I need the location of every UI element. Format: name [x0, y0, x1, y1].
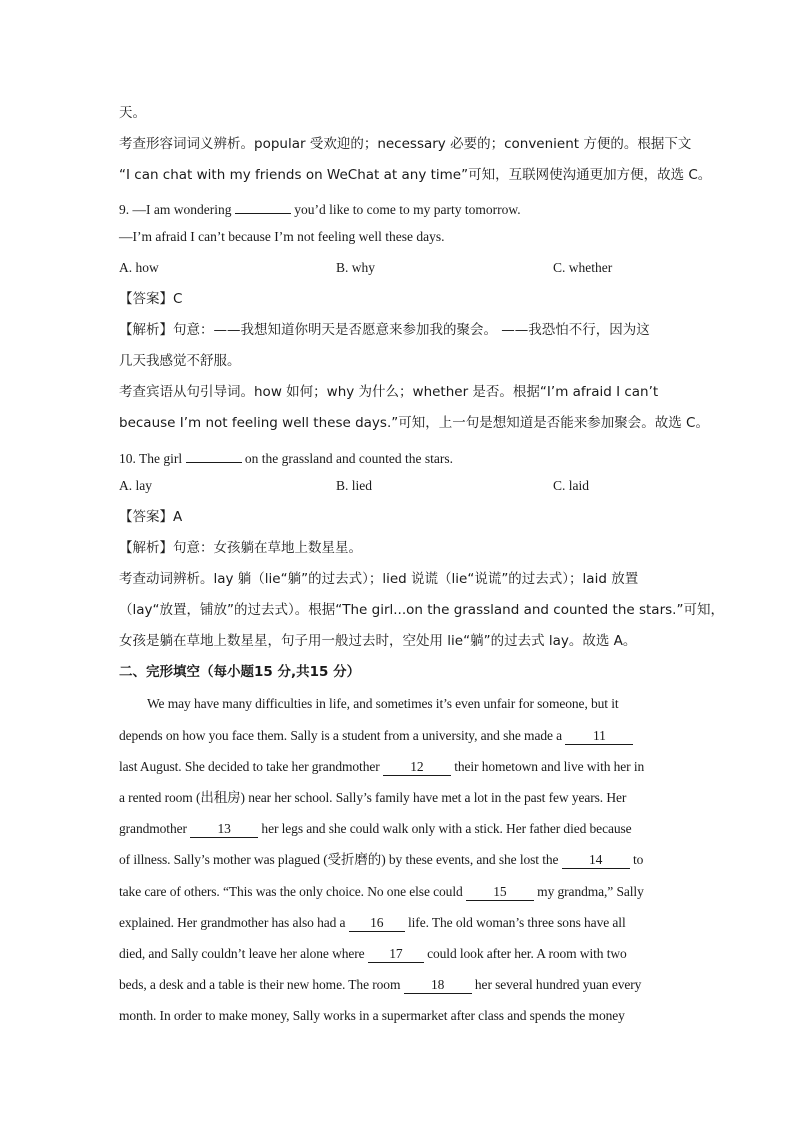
passage-text: take care of others. “This was the only choice. No one else could: [119, 884, 466, 899]
passage-line: We may have many difficulties in life, and sometimes it’s even unfair for someone, but it: [147, 696, 619, 711]
cloze-blank-17: 17: [368, 946, 424, 963]
passage-text: died, and Sally couldn’t leave her alone where: [119, 946, 368, 961]
answer-label: 【答案】C: [119, 291, 183, 307]
text-line: “I can chat with my friends on WeChat at any time”可知，互联网使沟通更加方便，故选 C。: [119, 167, 712, 183]
option-b: B. lied: [336, 478, 372, 493]
passage-text: her legs and she could walk only with a stick. Her father died because: [258, 821, 632, 836]
passage-line: month. In order to make money, Sally works in a supermarket after class and spends the money: [119, 1008, 625, 1023]
passage-line: [119, 851, 679, 869]
passage-line: [119, 820, 679, 838]
question-9-stem: [119, 197, 679, 219]
explanation-line: 几天我感觉不舒服。: [119, 353, 241, 369]
option-c: C. whether: [553, 260, 613, 275]
question-9-stem-start: 9. —I am wondering: [119, 202, 235, 217]
explanation-line: 考查宾语从句引导词。how 如何；why 为什么；whether 是否。根据“I’m afraid I can’t: [119, 384, 659, 400]
question-10-stem-end: on the grassland and counted the stars.: [241, 451, 453, 466]
option-c: C. laid: [553, 478, 589, 493]
explanation-line: 考查动词辨析。lay 躺（lie“躺”的过去式）；lied 说谎（lie“说谎”的过去式）；laid 放置: [119, 571, 639, 587]
passage-line: [119, 727, 679, 745]
option-a: A. how: [119, 260, 159, 275]
passage-text: of illness. Sally’s mother was plagued (受折磨的) by these events, and she lost the: [119, 852, 562, 867]
text-line: 天。: [119, 105, 146, 121]
passage-line: [119, 883, 679, 901]
question-10-stem: [119, 446, 679, 468]
option-a: A. lay: [119, 478, 152, 493]
explanation-line: 【解析】句意：女孩躺在草地上数星星。: [119, 540, 362, 556]
passage-line: a rented room (出租房) near her school. Sally’s family have met a lot in the past few years. Her: [119, 790, 627, 805]
passage-text: her several hundred yuan every: [471, 977, 642, 992]
passage-text: explained. Her grandmother has also had a: [119, 915, 349, 930]
cloze-blank-15: 15: [466, 884, 534, 901]
section-heading: 二、完形填空（每小题15 分,共15 分）: [119, 664, 361, 680]
question-10-stem-start: 10. The girl: [119, 451, 186, 466]
passage-line: [119, 945, 679, 963]
cloze-blank-12: 12: [383, 759, 451, 776]
cloze-blank-14: 14: [562, 852, 630, 869]
passage-line: [119, 758, 679, 776]
passage-text: beds, a desk and a table is their new home. The room: [119, 977, 404, 992]
cloze-blank-13: 13: [190, 821, 258, 838]
cloze-blank-11: 11: [565, 728, 633, 745]
passage-text: their hometown and live with her in: [450, 759, 645, 774]
explanation-line: 【解析】句意：——我想知道你明天是否愿意来参加我的聚会。 ——我恐怕不行，因为这: [119, 322, 650, 338]
answer-blank: [235, 197, 291, 214]
explanation-line: （lay“放置，铺放”的过去式）。根据“The girl...on the grassland and counted the stars.”可知，: [119, 602, 724, 618]
passage-text: depends on how you face them. Sally is a student from a university, and she made a: [119, 728, 566, 743]
passage-text: my grandma,” Sally: [533, 884, 644, 899]
passage-line: [119, 914, 679, 932]
explanation-line: because I’m not feeling well these days.”可知，上一句是想知道是否能来参加聚会。故选 C。: [119, 415, 709, 431]
question-9-reply: —I’m afraid I can’t because I’m not feeling well these days.: [119, 229, 445, 244]
passage-text: could look after her. A room with two: [423, 946, 627, 961]
text-line: 考查形容词词义辨析。popular 受欢迎的；necessary 必要的；convenient 方便的。根据下文: [119, 136, 692, 152]
option-b: B. why: [336, 260, 376, 275]
passage-text: life. The old woman’s three sons have all: [404, 915, 626, 930]
answer-blank: [186, 446, 242, 463]
cloze-blank-16: 16: [349, 915, 405, 932]
answer-label: 【答案】A: [119, 509, 183, 525]
passage-text: grandmother: [119, 821, 191, 836]
question-9-stem-end: you’d like to come to my party tomorrow.: [290, 202, 521, 217]
explanation-line: 女孩是躺在草地上数星星，句子用一般过去时，空处用 lie“躺”的过去式 lay。故选 A。: [119, 633, 637, 649]
passage-line: [119, 976, 679, 994]
passage-text: to: [629, 852, 644, 867]
passage-text: last August. She decided to take her grandmother: [119, 759, 383, 774]
cloze-blank-18: 18: [404, 977, 472, 994]
